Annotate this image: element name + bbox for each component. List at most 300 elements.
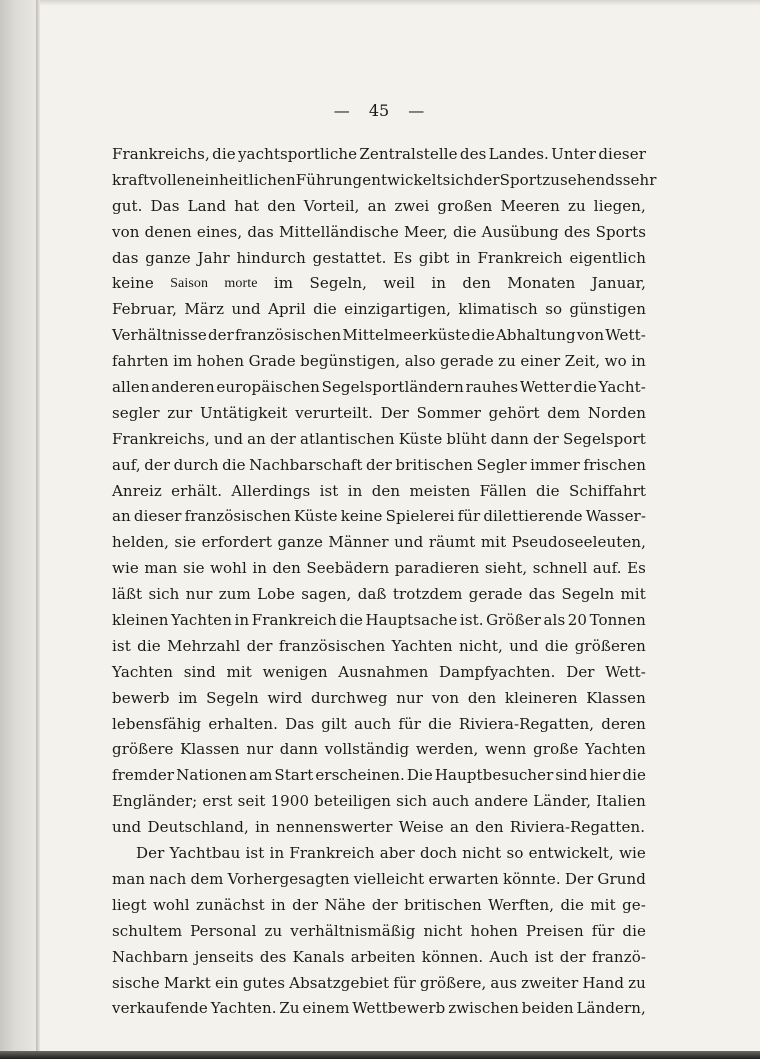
word: atlantischen (299, 429, 395, 448)
word: zwischen (448, 999, 519, 1018)
word: morte (224, 276, 258, 292)
text-line (112, 996, 646, 1022)
word: Vorhergesagten (227, 869, 350, 888)
word: dem (547, 403, 581, 422)
word: zu (628, 973, 646, 992)
word: in (255, 818, 270, 837)
text-line (112, 168, 657, 194)
gutter-edge (36, 0, 40, 1059)
word: gerade (440, 352, 494, 371)
word: Saison (170, 276, 209, 292)
word: allen (112, 378, 150, 397)
word: nennenswerter (276, 818, 393, 837)
word: Segeln, (309, 274, 368, 293)
word: kleinen (112, 611, 169, 630)
text-line (112, 349, 646, 375)
word: deren (601, 714, 646, 733)
word: helden, (112, 533, 169, 552)
word: des (259, 947, 287, 966)
word: von (112, 222, 140, 241)
word: in (252, 559, 267, 578)
text-line (112, 763, 646, 789)
word: den (462, 274, 491, 293)
word: großen (437, 196, 493, 215)
word: Werften, (488, 895, 555, 914)
word: im (173, 352, 193, 371)
word: 1900 (270, 792, 310, 811)
word: läßt (112, 585, 143, 604)
word: fahrten (112, 352, 169, 371)
word: kraftvollen (112, 170, 196, 189)
word: ist (319, 481, 339, 500)
word: und (394, 533, 424, 552)
word: man (144, 559, 178, 578)
word: mit (480, 533, 507, 552)
word: Anreiz (112, 481, 162, 500)
word: gutes (242, 973, 286, 992)
word: ist. (459, 611, 484, 630)
word: sische (112, 973, 160, 992)
word: bewerb (112, 688, 170, 707)
word: in (431, 274, 447, 293)
word: den (272, 559, 301, 578)
word: Preisen (525, 921, 584, 940)
word: Nationen (176, 766, 248, 785)
word: verkaufende (112, 999, 208, 1018)
word: gerade (468, 585, 523, 604)
word: 20 (567, 611, 588, 630)
word: frischen (583, 455, 646, 474)
word: ge- (622, 895, 646, 914)
word: Segelsport (562, 429, 646, 448)
word: arbeiten (350, 947, 416, 966)
word: für (398, 714, 421, 733)
word: dann (490, 429, 529, 448)
word: Segler (476, 455, 527, 474)
word: gut. (112, 196, 143, 215)
word: erhalten. (208, 714, 279, 733)
word: Yachten (584, 740, 646, 759)
word: die (428, 714, 452, 733)
word: Schiffahrt (568, 481, 646, 500)
word: des (563, 222, 591, 241)
text-line (112, 945, 646, 971)
word: jenseits (194, 947, 254, 966)
word: Yacht- (598, 378, 646, 397)
word: den (467, 688, 497, 707)
word: liegt (112, 895, 147, 914)
word: Italien (596, 792, 646, 811)
word: einer (520, 352, 561, 371)
word: mit (620, 585, 646, 604)
word: einheitlichen (195, 170, 296, 189)
word: Monaten (507, 274, 576, 293)
word: Frankreich (289, 844, 375, 863)
word: man (112, 869, 146, 888)
word: Segeln (561, 585, 615, 604)
text-line (112, 686, 646, 712)
word: als (543, 611, 566, 630)
word: die (544, 636, 569, 655)
word: größere, (420, 973, 487, 992)
page-number-value: 45 (368, 101, 390, 120)
word: in (271, 895, 286, 914)
word: wie (112, 559, 139, 578)
word: Segelsportländern (321, 378, 464, 397)
word: dann (279, 740, 319, 759)
word: von (576, 326, 605, 345)
word: Länder, (533, 792, 592, 811)
word: Klassen (586, 688, 646, 707)
word: an (247, 429, 266, 448)
word: Nachbarschaft (249, 455, 363, 474)
word: sie (174, 533, 197, 552)
word: Frankreich (477, 248, 563, 267)
word: entwickelt (362, 170, 443, 189)
book-page (112, 98, 657, 1022)
word: Die (406, 766, 433, 785)
word: Wett- (605, 326, 646, 345)
word: nicht (462, 844, 502, 863)
word: erwarten (428, 869, 499, 888)
word: Yachtbau (169, 844, 241, 863)
word: der (246, 636, 273, 655)
word: den (475, 818, 504, 837)
word: hat (234, 196, 260, 215)
word: Kanals (292, 947, 345, 966)
word: Ausübung (481, 222, 559, 241)
word: Grade (248, 352, 296, 371)
book-spine-shadow (0, 0, 36, 1059)
word: erfordert (201, 533, 272, 552)
word: liegen, (593, 196, 646, 215)
word: das (528, 585, 556, 604)
word: und (509, 636, 539, 655)
word: März (184, 300, 225, 319)
word: europäischen (216, 378, 320, 397)
text-line (112, 841, 646, 867)
word: Ländern, (576, 999, 646, 1018)
word: den (267, 196, 296, 215)
word: Fällen (479, 481, 527, 500)
word: paradieren (394, 559, 480, 578)
word: einem (302, 999, 350, 1018)
scan-bottom-edge (0, 1051, 760, 1059)
text-line (112, 634, 646, 660)
word: Mehrzahl (167, 636, 241, 655)
word: französischen (184, 507, 291, 526)
word: der (269, 429, 296, 448)
word: fremder (112, 766, 175, 785)
word: daß (357, 585, 387, 604)
word: in (456, 248, 471, 267)
word: auch (354, 714, 392, 733)
word: beiden (521, 999, 574, 1018)
word: blüht (446, 429, 487, 448)
text-line (112, 427, 646, 453)
word: günstigen (569, 300, 646, 319)
word: Wasser- (585, 507, 646, 526)
word: dieser (133, 507, 182, 526)
word: verurteilt. (295, 403, 373, 422)
word: die (222, 455, 246, 474)
word: Größer (486, 611, 541, 630)
word: können. (421, 947, 484, 966)
text-line (112, 271, 646, 297)
word: das (112, 248, 139, 267)
word: mit (226, 662, 252, 681)
word: die (622, 921, 646, 940)
word: in (234, 611, 250, 630)
word: Yachten (112, 662, 174, 681)
word: Wett- (605, 662, 646, 681)
text-line (112, 919, 646, 945)
word: Norden (587, 403, 646, 422)
word: zu (264, 921, 283, 940)
word: in (347, 481, 363, 500)
word: eigentlich (569, 248, 646, 267)
word: von (431, 688, 460, 707)
word: ganze (145, 248, 191, 267)
word: der (473, 170, 500, 189)
word: Grund (597, 869, 646, 888)
word: ein (214, 973, 239, 992)
word: wohl (152, 895, 190, 914)
word: Spielerei (385, 507, 455, 526)
word: große (533, 740, 579, 759)
word: doch (419, 844, 458, 863)
word: Ausnahmen (338, 662, 429, 681)
word: Mittelländische (278, 222, 399, 241)
word: erscheinen. (315, 766, 405, 785)
word: Männer (328, 533, 389, 552)
word: sind (183, 662, 216, 681)
word: zum (218, 585, 251, 604)
word: Das (285, 714, 315, 733)
word: Frankreichs, (112, 429, 210, 448)
text-line (112, 582, 646, 608)
word: Start (274, 766, 314, 785)
word: Mittelmeerküste (342, 326, 471, 345)
text-line (112, 142, 646, 168)
word: die (339, 611, 363, 630)
word: Küste (293, 507, 338, 526)
word: wie (619, 844, 646, 863)
word: Zu (279, 999, 300, 1018)
text-line (112, 867, 646, 893)
word: Zeit, (564, 352, 601, 371)
word: dieser (598, 145, 646, 163)
word: Hauptbesucher (434, 766, 554, 785)
word: entwickelt, (528, 844, 614, 863)
word: ist (245, 844, 265, 863)
text-line (112, 971, 646, 997)
word: Landes. (488, 145, 549, 163)
word: für (591, 921, 615, 940)
word: nicht, (458, 636, 503, 655)
text-line (112, 737, 646, 763)
text-line (112, 712, 646, 738)
word: wenn (485, 740, 527, 759)
page-number-dash-right: — (408, 101, 425, 120)
word: Segeln (206, 688, 259, 707)
word: weil (383, 274, 416, 293)
word: Führung (295, 170, 363, 189)
page-top-edge (40, 0, 760, 6)
word: könnte. (502, 869, 561, 888)
word: aus (490, 973, 518, 992)
word: Riviera-Regatten. (509, 818, 646, 837)
word: die (622, 766, 646, 785)
word: Riviera-Regatten, (458, 714, 595, 733)
word: französischen (234, 326, 342, 345)
text-line (112, 246, 646, 272)
word: für (393, 973, 416, 992)
word: der (144, 455, 171, 474)
word: Deutschland, (147, 818, 249, 837)
word: nach (149, 869, 187, 888)
word: britischen (395, 455, 474, 474)
word: zwei (394, 196, 430, 215)
page-number-dash-left: — (333, 101, 350, 120)
text-line (112, 479, 646, 505)
word: Yachten (391, 636, 453, 655)
word: größere (112, 740, 174, 759)
text-line (112, 556, 646, 582)
word: Meeren (500, 196, 560, 215)
word: an (367, 196, 387, 215)
word: die (573, 378, 597, 397)
word: Wettbewerb (352, 999, 446, 1018)
word: auf, (112, 455, 141, 474)
word: yachtsportliche (237, 145, 358, 163)
text-line (112, 530, 646, 556)
word: durch (173, 455, 219, 474)
word: der (532, 429, 559, 448)
word: die (471, 326, 495, 345)
word: rauhes (465, 378, 519, 397)
word: Weise (398, 818, 444, 837)
word: Nachbarn (112, 947, 189, 966)
word: im (178, 688, 198, 707)
word: wenigen (262, 662, 328, 681)
word: so (506, 844, 524, 863)
word: wohl (210, 559, 247, 578)
word: Februar, (112, 300, 177, 319)
word: zu (498, 352, 516, 371)
word: Yachten (170, 611, 232, 630)
word: Meer, (403, 222, 448, 241)
word: vielleicht (353, 869, 425, 888)
word: Auch (489, 947, 529, 966)
text-line (112, 660, 646, 686)
word: ist (112, 636, 131, 655)
word: sehr (622, 170, 657, 189)
word: dilettierende (483, 507, 583, 526)
word: schultem (112, 921, 183, 940)
word: Der (380, 403, 409, 422)
word: Pseudoseeleuten, (511, 533, 646, 552)
word: April (268, 300, 306, 319)
text-line (112, 504, 646, 530)
word: hindurch (236, 248, 306, 267)
body-text (112, 142, 657, 1022)
word: Hauptsache (365, 611, 458, 630)
word: britischen (404, 895, 482, 914)
word: Wetter (519, 378, 572, 397)
word: die (212, 145, 236, 163)
word: Sport (499, 170, 543, 189)
word: ist (534, 947, 554, 966)
word: Abhaltung (495, 326, 576, 345)
word: an (450, 818, 469, 837)
word: der (371, 895, 398, 914)
word: der (207, 326, 234, 345)
word: erhält. (171, 481, 223, 500)
word: Zentralstelle (359, 145, 458, 163)
word: anderen (151, 378, 215, 397)
text-line (112, 375, 646, 401)
word: gestattet. (312, 248, 387, 267)
word: durchweg (310, 688, 388, 707)
word: gilt (321, 714, 347, 733)
word: Der (136, 844, 165, 863)
page-number (112, 98, 646, 124)
word: Allerdings (231, 481, 311, 500)
word: Land (187, 196, 227, 215)
word: das (247, 222, 274, 241)
word: nicht (423, 921, 463, 940)
text-line (112, 220, 646, 246)
word: nur (246, 740, 274, 759)
word: Yachten. (210, 999, 277, 1018)
word: die (137, 636, 161, 655)
word: zur (167, 403, 193, 422)
word: lebensfähig (112, 714, 202, 733)
word: an (112, 507, 131, 526)
word: sie (182, 559, 205, 578)
word: klimatisch (458, 300, 538, 319)
text-line (112, 608, 646, 634)
word: so (545, 300, 563, 319)
word: hier (589, 766, 621, 785)
word: die (536, 481, 560, 500)
word: sich (442, 170, 474, 189)
text-line (112, 194, 646, 220)
word: werden, (415, 740, 479, 759)
text-line (112, 323, 646, 349)
word: zu (567, 196, 586, 215)
word: auch (432, 792, 470, 811)
word: Klassen (180, 740, 240, 759)
word: erst (202, 792, 233, 811)
word: Sports (595, 222, 646, 241)
word: zunächst (196, 895, 265, 914)
word: denen (144, 222, 192, 241)
word: Seebädern (306, 559, 390, 578)
word: Verhältnisse (112, 326, 207, 345)
word: mit (590, 895, 616, 914)
word: sind (555, 766, 588, 785)
word: dem (190, 869, 224, 888)
word: also (404, 352, 436, 371)
text-line (112, 893, 646, 919)
word: nur (185, 585, 213, 604)
word: Frankreichs, (112, 145, 210, 163)
word: wo (604, 352, 627, 371)
word: Dampfyachten. (439, 662, 556, 681)
word: Untätigkeit (199, 403, 288, 422)
